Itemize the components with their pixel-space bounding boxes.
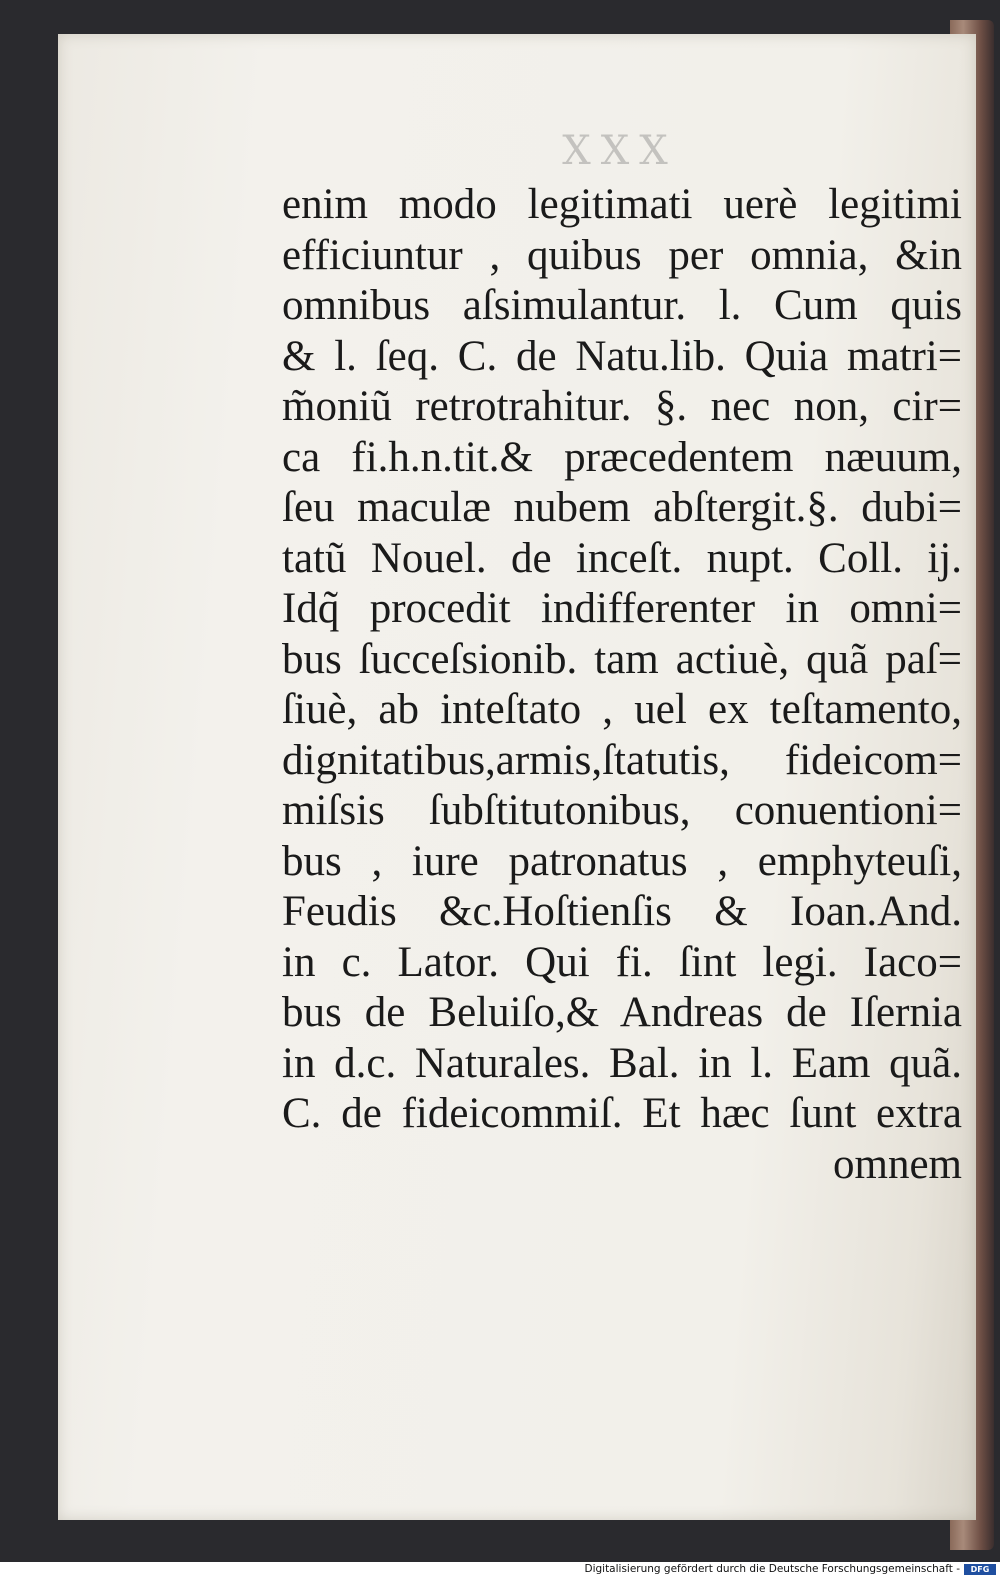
dfg-logo: DFG: [964, 1564, 996, 1575]
funding-credit: Digitalisierung gefördert durch die Deutsche Forschungsgemeinschaft -: [584, 1563, 960, 1575]
text-line: efficiuntur , quibus per omnia, &in: [282, 231, 962, 279]
catchword: omnem: [833, 1140, 962, 1188]
text-line: omnibus aſsimulantur. l. Cum quis: [282, 282, 962, 329]
text-line: Feudis &c.Hoſtienſis & Ioan.And.: [282, 888, 962, 935]
text-line: dignitatibus,armis,ſtatutis, fideicom=: [282, 736, 962, 784]
text-line: m̃oniũ retrotrahitur. §. nec non, cir=: [282, 383, 962, 430]
footer-bar: [0, 1562, 1000, 1577]
text-line: bus , iure patronatus , emphyteuſi,: [282, 837, 962, 885]
text-line: in c. Lator. Qui fi. ſint legi. Iaco=: [282, 938, 962, 986]
text-line: in d.c. Naturales. Bal. in l. Eam quã.: [282, 1039, 962, 1087]
body-text: [282, 180, 962, 1190]
text-line: & l. ſeq. C. de Natu.lib. Quia matri=: [282, 332, 962, 380]
text-line: Idq̃ procedit indifferenter in omni=: [282, 585, 962, 632]
text-line: bus de Beluiſo,& Andreas de Iſernia: [282, 989, 962, 1036]
text-line: enim modo legitimati uerè legitimi: [282, 181, 962, 228]
text-line: tatũ Nouel. de inceſt. nupt. Coll. ij.: [282, 534, 962, 582]
text-line: ca fi.h.n.tit.& præcedentem næuum,: [282, 433, 962, 481]
text-line: bus ſucceſsionib. tam actiuè, quã paſ=: [282, 635, 962, 683]
text-line: miſsis ſubſtitutonibus, conuentioni=: [282, 787, 962, 834]
bleed-through-page-number: XXX: [562, 128, 678, 174]
text-line: C. de fideicommiſ. Et hæc ſunt extra: [282, 1090, 962, 1137]
text-line: ſeu maculæ nubem abſtergit.§. dubi=: [282, 484, 962, 531]
text-line: ſiuè, ab inteſtato , uel ex teſtamento,: [282, 686, 962, 733]
